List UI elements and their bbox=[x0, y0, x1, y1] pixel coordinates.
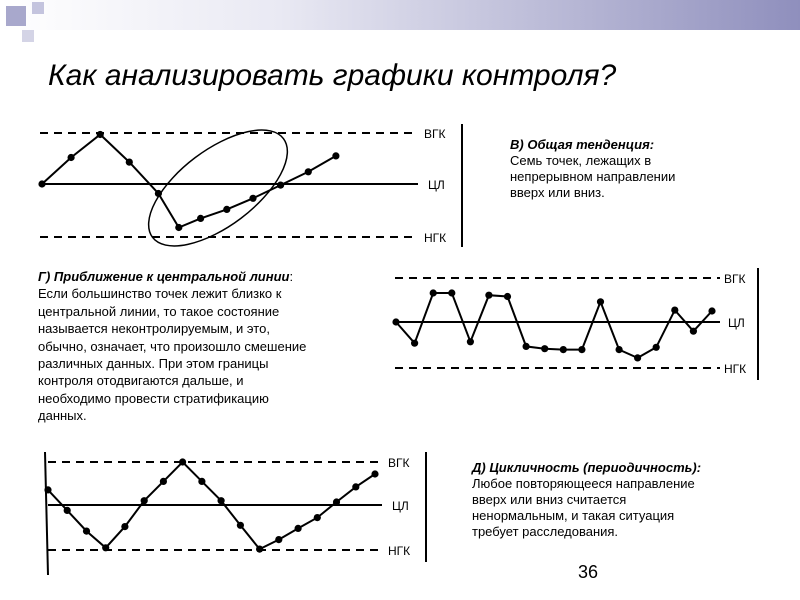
data-point bbox=[237, 522, 244, 529]
note-line: центральной линии, то такое состояние bbox=[38, 303, 280, 319]
data-point bbox=[198, 478, 205, 485]
chart-left-axis bbox=[45, 452, 48, 575]
page-number: 36 bbox=[578, 562, 599, 582]
note-center-heading: Г) Приближение к центральной линии bbox=[38, 269, 290, 284]
data-point bbox=[64, 507, 71, 514]
note-line: данных. bbox=[38, 408, 87, 424]
cl-label: ЦЛ bbox=[392, 499, 409, 513]
data-point bbox=[179, 458, 186, 465]
note-line: Любое повторяющееся направление bbox=[472, 476, 695, 491]
ucl-label: ВГК bbox=[724, 272, 746, 286]
data-point bbox=[314, 514, 321, 521]
note-line: различных данных. При этом границы bbox=[38, 356, 269, 372]
note-trend bbox=[510, 137, 750, 201]
slide-title: Как анализировать графики контроля? bbox=[48, 59, 617, 92]
data-point bbox=[333, 498, 340, 505]
note-line: Если большинство точек лежит близко к bbox=[38, 286, 282, 302]
note-center-hugging bbox=[38, 268, 378, 425]
data-point bbox=[83, 528, 90, 535]
note-line: вверх или вниз считается bbox=[472, 492, 627, 507]
data-point bbox=[295, 525, 302, 532]
data-point bbox=[275, 536, 282, 543]
data-point bbox=[256, 546, 263, 553]
data-point bbox=[141, 497, 148, 504]
ucl-label: ВГК bbox=[424, 127, 446, 141]
data-point bbox=[44, 486, 51, 493]
note-center-heading-suffix: : bbox=[289, 269, 294, 284]
ucl-label: ВГК bbox=[388, 456, 410, 470]
note-trend-heading: В) Общая тенденция: bbox=[510, 137, 655, 152]
note-line: обычно, означает, что произошло смешение bbox=[38, 338, 307, 354]
lcl-label: НГК bbox=[724, 362, 747, 376]
note-line: называется неконтролируемым, и это, bbox=[38, 321, 270, 337]
note-line: ненормальным, и такая ситуация bbox=[472, 508, 675, 523]
note-line: требует расследования. bbox=[472, 524, 619, 539]
note-cyclic-heading: Д) Цикличность (периодичность): bbox=[472, 460, 702, 475]
note-line: контроля отодвигаются дальше, и bbox=[38, 373, 244, 389]
note-cyclic bbox=[472, 460, 762, 540]
lcl-label: НГК bbox=[424, 231, 447, 245]
data-point bbox=[160, 478, 167, 485]
lcl-label: НГК bbox=[388, 544, 411, 558]
note-line: Семь точек, лежащих в bbox=[510, 153, 652, 168]
cl-label: ЦЛ bbox=[428, 178, 445, 192]
data-point bbox=[102, 544, 109, 551]
cl-label: ЦЛ bbox=[728, 316, 745, 330]
note-line: необходимо провести стратификацию bbox=[38, 390, 269, 406]
data-point bbox=[371, 470, 378, 477]
data-point bbox=[218, 497, 225, 504]
data-point bbox=[121, 523, 128, 530]
data-point bbox=[352, 483, 359, 490]
note-line: непрерывном направлении bbox=[510, 169, 676, 184]
note-line: вверх или вниз. bbox=[510, 185, 605, 200]
